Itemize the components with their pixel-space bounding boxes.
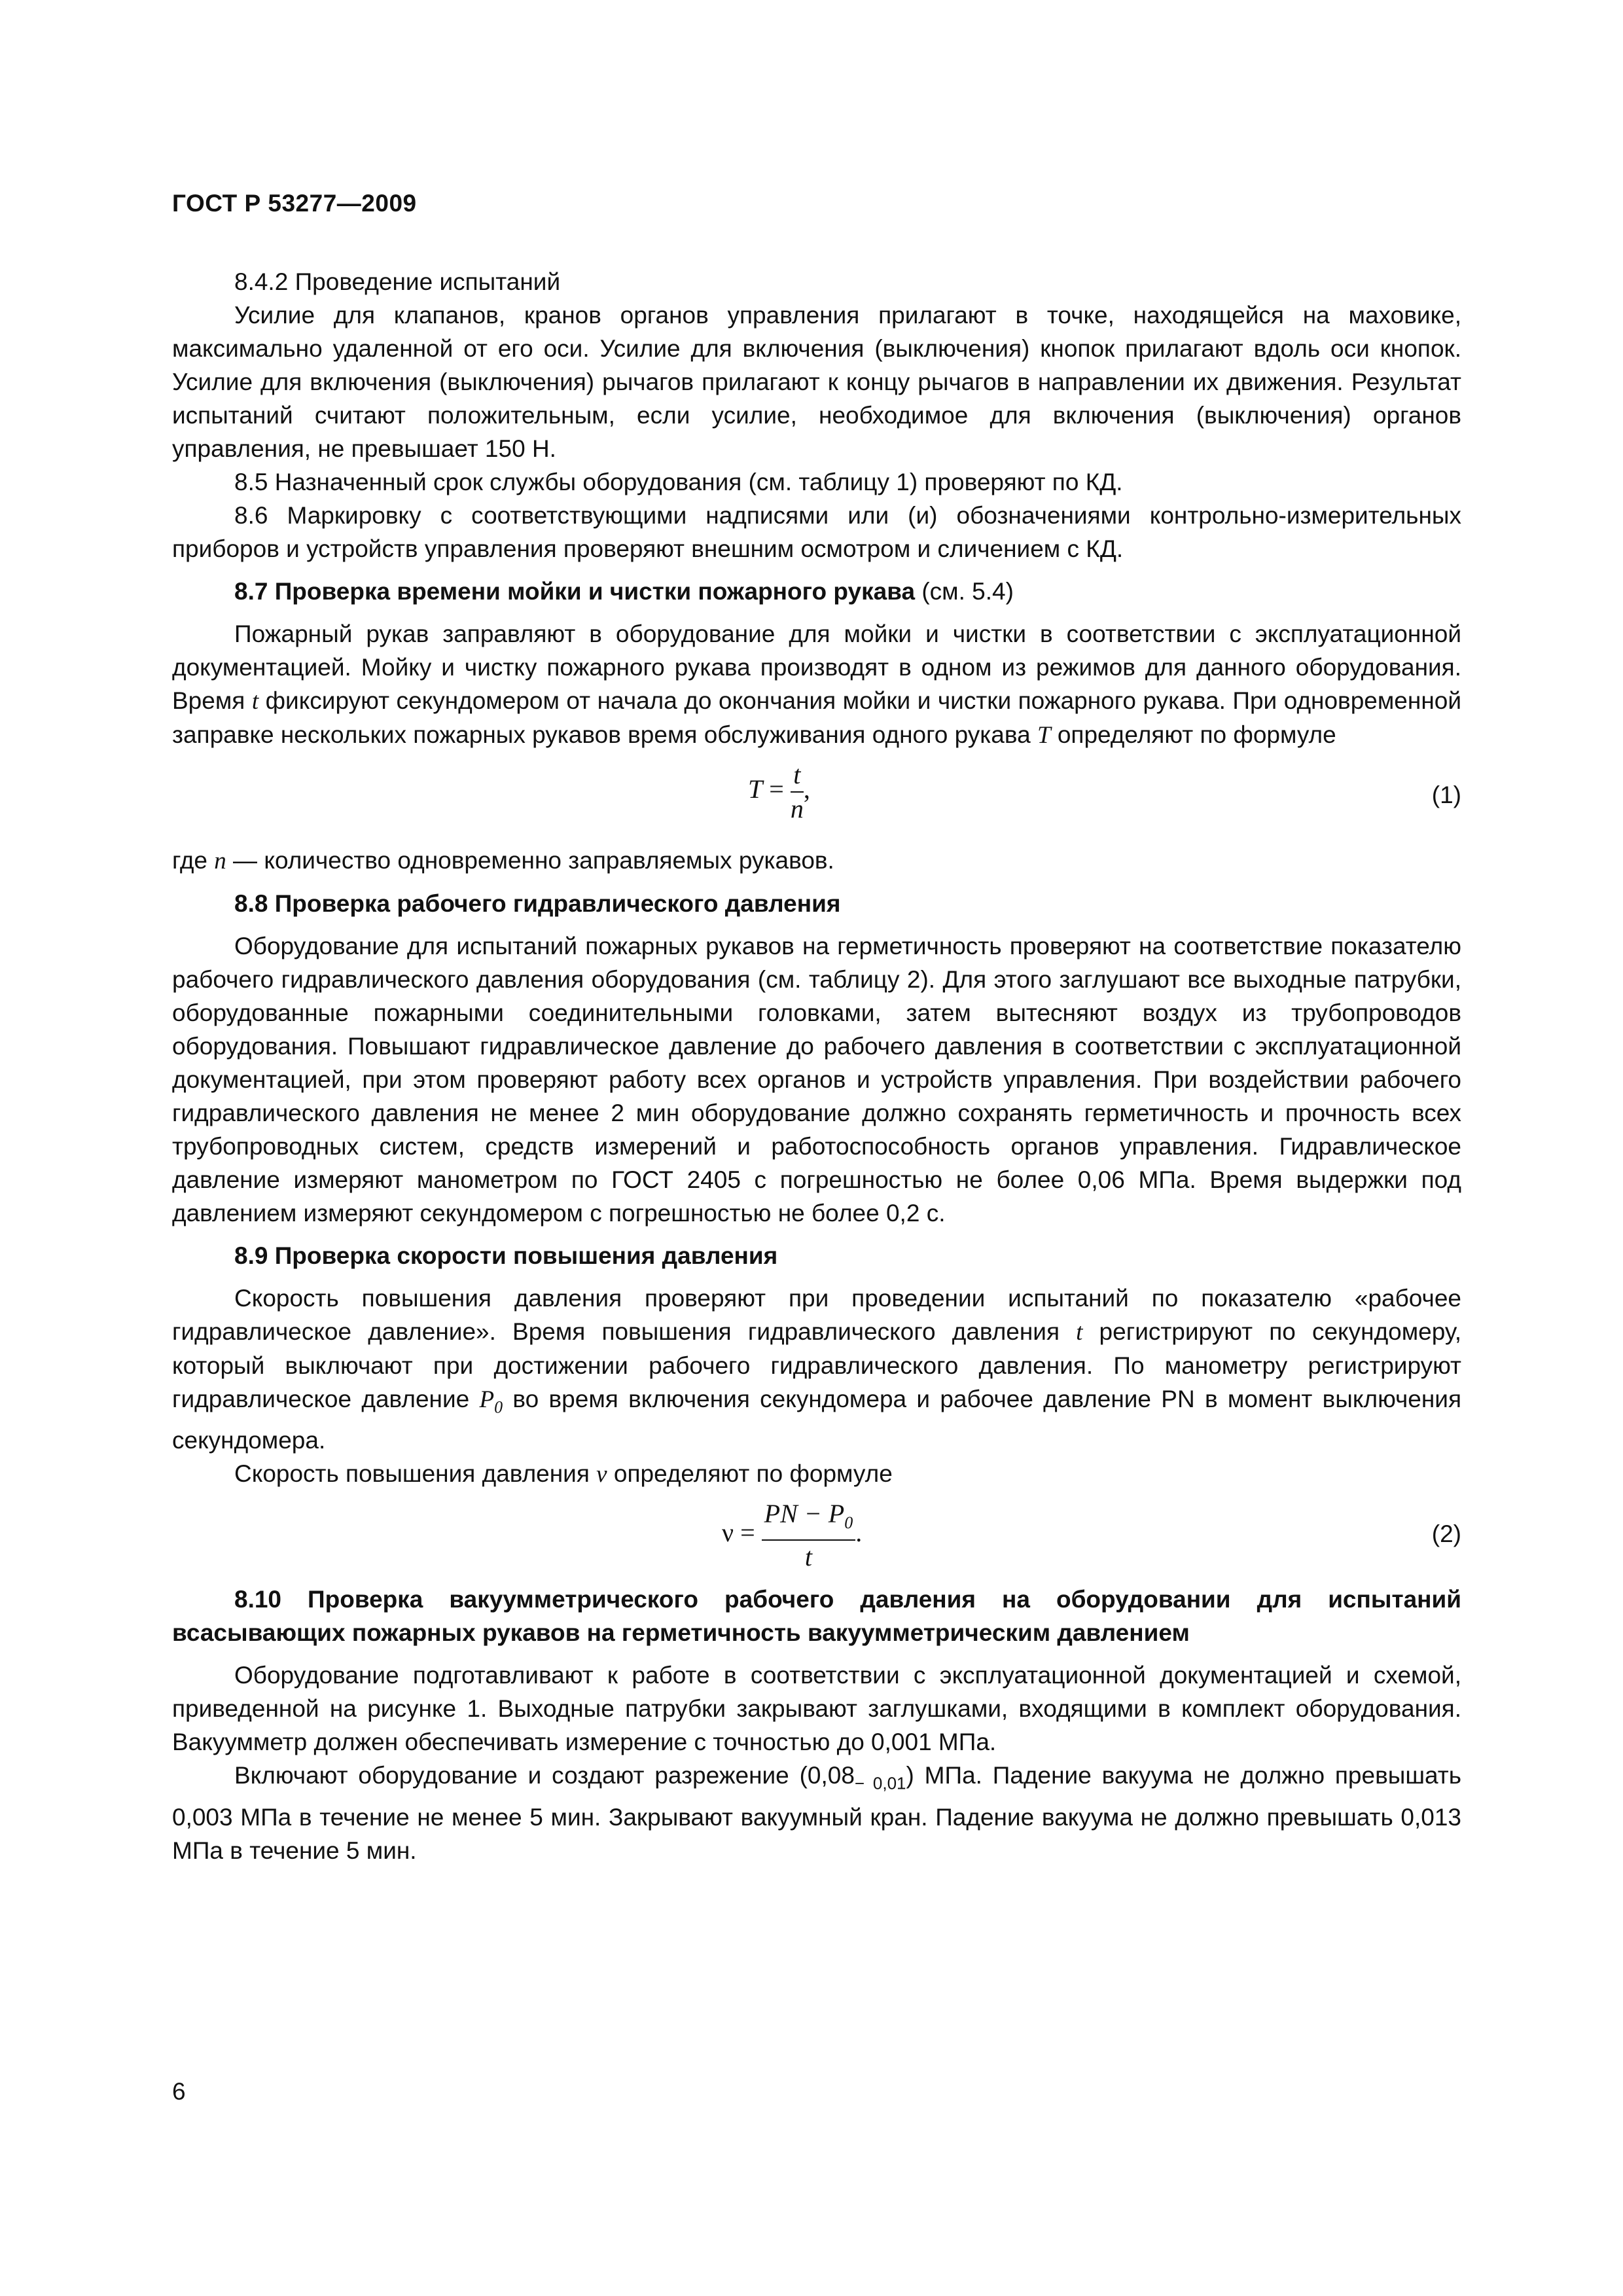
- formula-1-lhs: T: [748, 774, 763, 804]
- formula-2-numerator-text: PN − P: [764, 1499, 845, 1529]
- formula-1-expression: [748, 759, 810, 825]
- text-run: определяют по формуле: [1050, 721, 1336, 748]
- formula-2-numerator-subscript: 0: [844, 1513, 853, 1533]
- formula-1-eq: =: [762, 774, 791, 804]
- text-run: — количество одновременно заправляемых рукавов.: [226, 847, 834, 874]
- text-run: определяют по формуле: [607, 1460, 893, 1488]
- text-run: регистрируют по секундомеру, который выключают при достижении рабочего гидравлического давления. По манометру регистрируют гидравлическое давление: [172, 1318, 1462, 1412]
- formula-2-number: (2): [1431, 1520, 1461, 1548]
- variable-n: n: [214, 848, 226, 874]
- section-8-4-2-text: Усилие для клапанов, кранов органов управления прилагают в точке, находящейся на маховике, максимально удаленной от его оси. Усилие для включения (выключения) кнопок прилагают вдоль оси кнопок. Усилие для включения (выключения) рычагов прилагают к концу рычагов в направлении их движения. Результат испытаний считают положительным, если усилие, необходимое для включения (выключения) органов управления, не превышает 150 Н.: [172, 302, 1461, 462]
- variable-P: P: [479, 1386, 495, 1413]
- text-run: Включают оборудование и создают разрежение (0,08: [234, 1762, 855, 1789]
- section-8-7-heading-ref: (см. 5.4): [915, 578, 1014, 605]
- section-8-8-heading: 8.8 Проверка рабочего гидравлического давления: [234, 890, 841, 917]
- formula-2-eq: =: [734, 1518, 762, 1548]
- text-run: Скорость повышения давления: [234, 1460, 597, 1488]
- variable-t: t: [251, 688, 259, 715]
- formula-2-expression: [722, 1498, 862, 1573]
- variable-T: T: [1037, 722, 1051, 749]
- variable-t: t: [1076, 1319, 1083, 1346]
- formula-2: [172, 1491, 1461, 1583]
- document-header: ГОСТ Р 53277—2009: [172, 190, 417, 217]
- section-8-10-text-1: Оборудование подготавливают к работе в соответствии с эксплуатационной документацией и схемой, приведенной на рисунке 1. Выходные патрубки закрывают заглушками, входящими в комплект оборудования. Вакуумметр должен обеспечивать измерение с точностью до 0,001 МПа.: [172, 1662, 1461, 1756]
- formula-1-number: (1): [1431, 781, 1461, 808]
- section-8-7-heading: [172, 575, 1461, 608]
- section-8-4-2-title: 8.4.2 Проведение испытаний: [234, 268, 561, 295]
- formula-1-where: [172, 844, 1461, 878]
- section-8-6-text: 8.6 Маркировку с соответствующими надписями или (и) обозначениями контрольно-измерительных приборов и устройств управления проверяют внешним осмотром и сличением с КД.: [172, 502, 1461, 562]
- variable-P-subscript: 0: [494, 1397, 503, 1417]
- text-run: Пожарный рукав заправляют в оборудование для мойки и чистки в соответствии с эксплуатационной документацией. Мойку и чистку пожарного рукава производят в одном из режимов для данного оборудования. Время: [172, 620, 1461, 714]
- section-8-9-text: [172, 1282, 1461, 1457]
- formula-1: [172, 752, 1461, 844]
- variable-P0: [479, 1386, 503, 1417]
- formula-1-numerator: t: [791, 759, 804, 793]
- section-8-9-heading: 8.9 Проверка скорости повышения давления: [234, 1242, 778, 1269]
- formula-2-trail: .: [855, 1518, 863, 1548]
- text-run: где: [172, 847, 215, 874]
- section-8-8-text: Оборудование для испытаний пожарных рукавов на герметичность проверяют на соответствие показателю рабочего гидравлического давления оборудования (см. таблицу 2). Для этого заглушают все выходные патрубки, оборудованные пожарными соединительными головками, затем вытесняют воздух из трубопроводов оборудования. Повышают гидравлическое давление до рабочего давления в соответствии с эксплуатационной документацией, при этом проверяют работу всех органов и устройств управления. При воздействии рабочего гидравлического давления не менее 2 мин оборудование должно сохранять герметичность и прочность всех трубопроводных систем, средств измерений и работоспособность органов управления. Гидравлическое давление измеряют манометром по ГОСТ 2405 с погрешностью не более 0,06 МПа. Время выдержки под давлением измеряют секундомером с погрешностью не более 0,2 с.: [172, 933, 1461, 1227]
- formula-1-denominator: n: [790, 794, 804, 823]
- formula-2-fraction: [762, 1498, 856, 1573]
- formula-2-denominator: t: [804, 1542, 812, 1572]
- section-8-5-text: 8.5 Назначенный срок службы оборудования (см. таблицу 1) проверяют по КД.: [234, 469, 1123, 495]
- formula-1-trail: ,: [803, 774, 810, 804]
- section-8-7-text: [172, 617, 1461, 752]
- text-run: Скорость повышения давления проверяют при проведении испытаний по показателю «рабочее гидравлическое давление». Время повышения гидравлического давления: [172, 1285, 1461, 1345]
- formula-2-lhs: ν: [722, 1518, 734, 1548]
- section-8-10-heading: 8.10 Проверка вакуумметрического рабочего давления на оборудовании для испытаний всасывающих пожарных рукавов на герметичность вакуумметрическим давлением: [172, 1586, 1461, 1647]
- section-8-9-text-2: [172, 1457, 1461, 1491]
- variable-v: ν: [596, 1461, 607, 1488]
- text-run: ) МПа. Падение вакуума не должно превышать 0,003 МПа в течение не менее 5 мин. Закрывают вакуумный кран. Падение вакуума не должно превышать 0,013 МПа в течение 5 мин.: [172, 1762, 1461, 1864]
- page-number: 6: [172, 2078, 186, 2105]
- formula-2-numerator: [762, 1498, 856, 1541]
- tolerance-subscript: − 0,01: [854, 1773, 906, 1793]
- formula-1-fraction: [791, 759, 804, 825]
- text-run: фиксируют секундомером от начала до окончания мойки и чистки пожарного рукава. При одновременной заправке нескольких пожарных рукавов время обслуживания одного рукава: [172, 687, 1461, 748]
- section-8-10-text-2: [172, 1759, 1461, 1867]
- section-8-7-heading-text: 8.7 Проверка времени мойки и чистки пожарного рукава: [234, 578, 916, 605]
- text-run: во время включения секундомера и рабочее давление PN в момент выключения секундомера.: [172, 1386, 1462, 1454]
- document-body: [172, 265, 1461, 1867]
